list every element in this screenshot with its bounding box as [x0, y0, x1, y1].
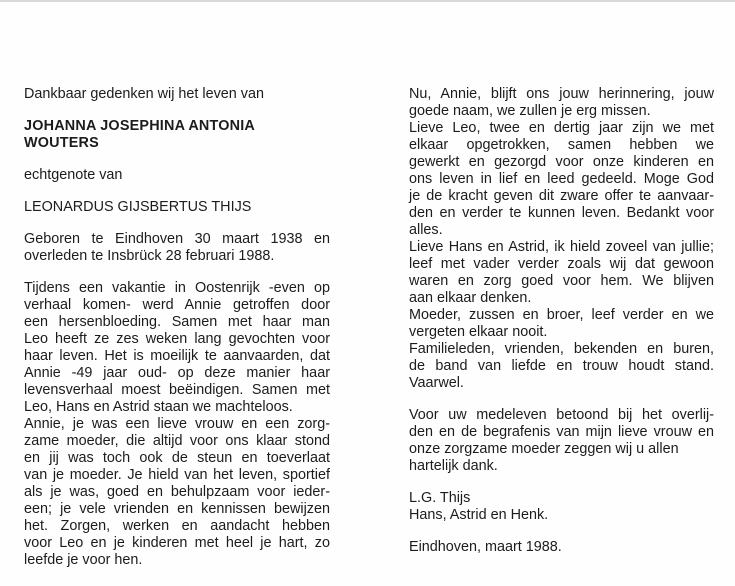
thanks-line: onze zorgzame moeder zeggen wij u allen	[409, 441, 679, 457]
memory-line: de band van liefde en trouw houdt stand.	[409, 358, 714, 374]
birth-line1: Geboren te Eindhoven 30 maart 1938 en	[24, 231, 330, 247]
thanks-line: hartelijk dank.	[409, 458, 498, 474]
top-border	[0, 0, 735, 2]
story-line: Leo, Hans en Astrid staan we machteloos.	[24, 399, 293, 415]
memory-line: vergeten elkaar nooit.	[409, 324, 548, 340]
deceased-name-line2: WOUTERS	[24, 135, 99, 151]
memory-line: Lieve Leo, twee en dertig jaar zijn we met	[409, 120, 714, 136]
intro-text: Dankbaar gedenken wij het leven van	[24, 86, 265, 102]
story-line: en jij was toch ook de steun en toeverlaat	[24, 450, 330, 466]
memory-line: Nu, Annie, blijft ons jouw herinnering, jouw	[409, 86, 714, 102]
signature-line2: Hans, Astrid en Henk.	[409, 507, 549, 523]
memory-line: Vaarwel.	[409, 375, 464, 391]
story-line: levensverhaal moest beëindigen. Samen met	[24, 382, 330, 398]
story-line: als je was, goed en behulpzaam voor ieder-	[24, 484, 330, 500]
birth-line2: overleden te Insbrück 28 februari 1988.	[24, 248, 275, 264]
story-line: leefde je voor hen.	[24, 552, 143, 568]
memory-line: je de kracht geven dit zware offer te aanvaar-	[409, 188, 714, 204]
story-line: Annie -49 jaar oud- op deze manier haar	[24, 365, 330, 381]
memory-line: Moeder, zussen en broer, leef verder en we	[409, 307, 714, 323]
memory-line: goede naam, we zullen je erg missen.	[409, 103, 651, 119]
story-line: het. Zorgen, werken en aandacht hebben	[24, 518, 330, 534]
memory-line: waren en zorg goed voor hem. We blijven	[409, 273, 714, 289]
story-line: Annie, je was een lieve vrouw en een zorg-	[24, 416, 330, 432]
memory-line: Familieleden, vrienden, bekenden en buren,	[409, 341, 714, 357]
story-line: Leo heeft ze zes weken lang gevochten voor	[24, 331, 330, 347]
spouse-intro: echtgenote van	[24, 167, 123, 183]
story-line: een hersenbloeding. Samen met haar man	[24, 314, 330, 330]
memory-line: aan elkaar denken.	[409, 290, 532, 306]
memory-line: alles.	[409, 222, 443, 238]
memory-line: gewerkt en gezorgd voor onze kinderen en	[409, 154, 714, 170]
place-date: Eindhoven, maart 1988.	[409, 539, 562, 555]
memory-line: Lieve Hans en Astrid, ik hield zoveel van jullie;	[409, 239, 714, 255]
story-line: Tijdens een vakantie in Oostenrijk -even op	[24, 280, 330, 296]
memory-line: elkaar opgetrokken, samen hebben we	[409, 137, 714, 153]
signature-line1: L.G. Thijs	[409, 490, 471, 506]
spouse-name: LEONARDUS GIJSBERTUS THIJS	[24, 199, 252, 215]
thanks-line: den en de begrafenis van mijn lieve vrouw en	[409, 424, 714, 440]
story-line: een; je vele vrienden en kennissen bewijzen	[24, 501, 330, 517]
deceased-name-line1: JOHANNA JOSEPHINA ANTONIA	[24, 118, 256, 134]
memory-line: den en verder te kunnen leven. Bedankt voor	[409, 205, 714, 221]
memory-line: ons leven in lief en leed gedeeld. Moge God	[409, 171, 714, 187]
story-line: verhaal komen- werd Annie getroffen door	[24, 297, 330, 313]
story-line: voor Leo en je kinderen met heel je hart, zo	[24, 535, 330, 551]
thanks-line: Voor uw medeleven betoond bij het overlij-	[409, 407, 714, 423]
memory-line: leef met vader verder zoals wij dat gewoon	[409, 256, 714, 272]
story-line: zame moeder, die altijd voor ons klaar stond	[24, 433, 330, 449]
story-line: van je moeder. Je hield van het leven, sportief	[24, 467, 330, 483]
story-line: haar leven. Het is moeilijk te aanvaarden, dat	[24, 348, 330, 364]
